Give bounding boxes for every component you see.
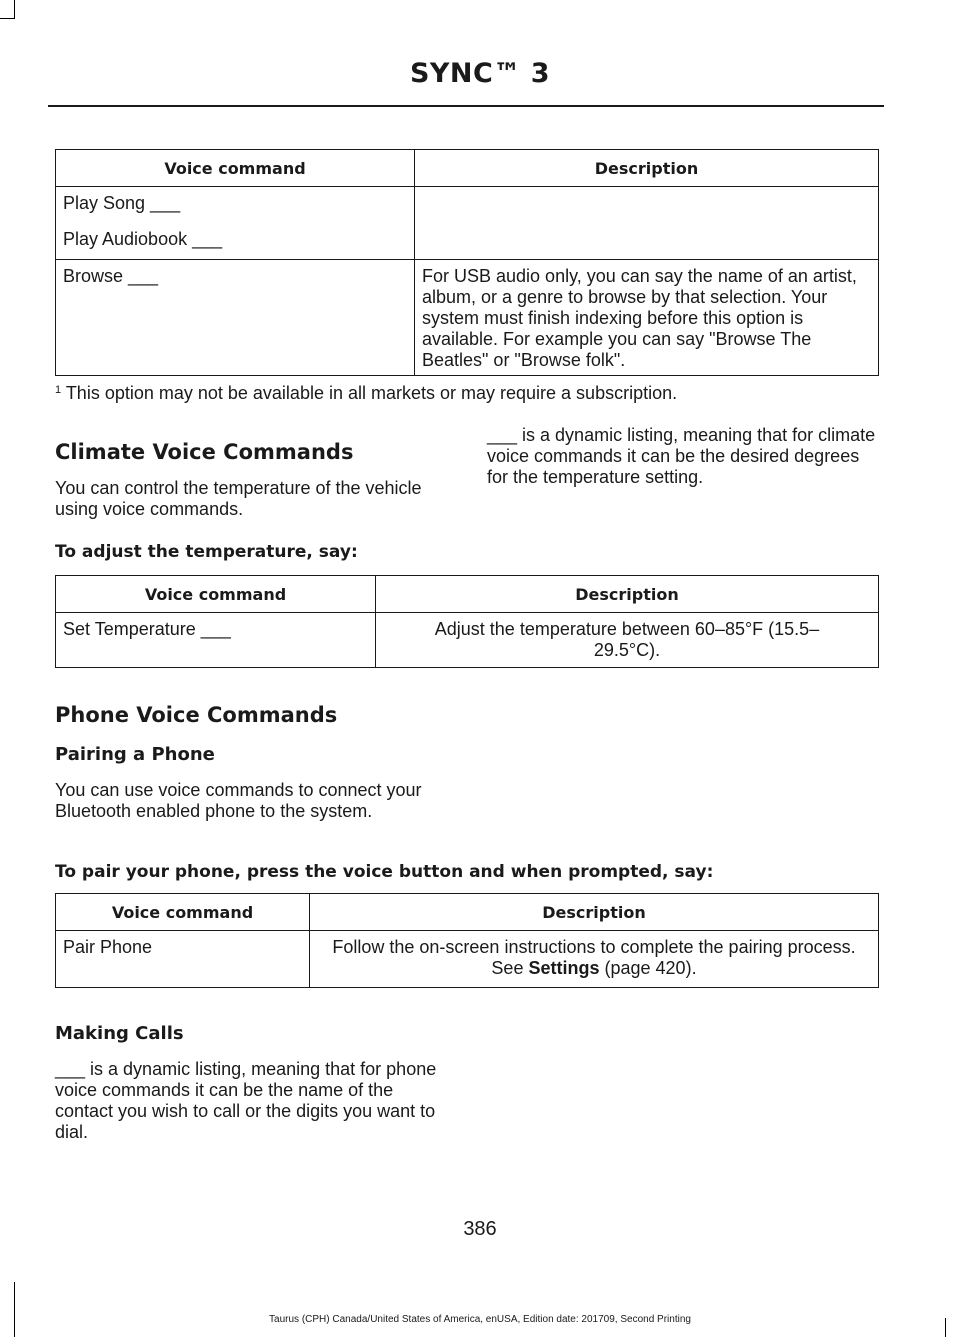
table-cell [415,187,879,260]
section-heading-climate: Climate Voice Commands [55,440,354,464]
settings-reference-link[interactable]: Settings [528,958,600,978]
making-calls-text: ___ is a dynamic listing, meaning that for phone voice commands it can be the name of the contact you wish to call or the digits you want to dial. [55,1059,437,1142]
table-row [56,931,879,988]
climate-commands-table [55,575,879,668]
crop-mark [0,18,15,19]
climate-intro: You can control the temperature of the vehicle using voice commands. [55,478,422,519]
phone-pairing-table [55,893,879,988]
voice-command: Browse ___ [63,266,159,286]
table-row [56,260,879,376]
media-commands-table [55,149,879,376]
footnote-marker: 1 [55,384,62,396]
command-description: Adjust the temperature between 60–85°F (15.5–29.5°C). [434,619,820,660]
page-number: 386 [463,1218,497,1240]
column-header-voice-command: Voice command [56,150,415,187]
crop-mark [14,1282,15,1337]
header-divider [48,105,884,107]
table-cell [310,931,879,988]
footnote-text: This option may not be available in all markets or may require a subscription. [65,383,678,403]
description-text: Follow the on-screen instructions to complete the pairing process. See [332,937,856,978]
table-row [56,187,879,260]
voice-command: Play Audiobook ___ [63,229,223,249]
crop-mark [14,0,15,18]
subheading-pairing: Pairing a Phone [55,744,215,765]
climate-dynamic-note: ___ is a dynamic listing, meaning that for climate voice commands it can be the desired degrees for the temperature setting. [487,425,876,487]
column-header-voice-command: Voice command [56,576,376,613]
table-cell [56,260,415,376]
column-header-description: Description [376,576,879,613]
table-cell [376,613,879,668]
page-title: SYNC™ 3 [409,58,551,89]
edition-line: Taurus (CPH) Canada/United States of America, enUSA, Edition date: 201709, Second Printing [269,1314,691,1325]
table-cell [415,260,879,376]
climate-lead-in: To adjust the temperature, say: [55,542,358,562]
command-description: For USB audio only, you can say the name of an artist, album, or a genre to browse by that selection. Your system must finish indexing before this option is available. For example you can say "Browse The Beatles" or "Browse folk". [422,266,857,370]
table-cell [56,931,310,988]
page-reference: (page 420). [604,958,697,978]
table-row [56,613,879,668]
subheading-making-calls: Making Calls [55,1023,184,1044]
section-heading-phone: Phone Voice Commands [55,703,338,727]
column-header-description: Description [310,894,879,931]
voice-command: Set Temperature ___ [63,619,231,639]
command-description [316,937,872,979]
pairing-lead-in: To pair your phone, press the voice button and when prompted, say: [55,862,714,882]
table-cell [56,187,415,260]
pairing-text: You can use voice commands to connect your Bluetooth enabled phone to the system. [55,780,422,821]
footnote [55,383,677,404]
voice-command: Pair Phone [63,937,153,957]
table-cell [56,613,376,668]
column-header-voice-command: Voice command [56,894,310,931]
voice-command: Play Song ___ [63,193,181,213]
column-header-description: Description [415,150,879,187]
